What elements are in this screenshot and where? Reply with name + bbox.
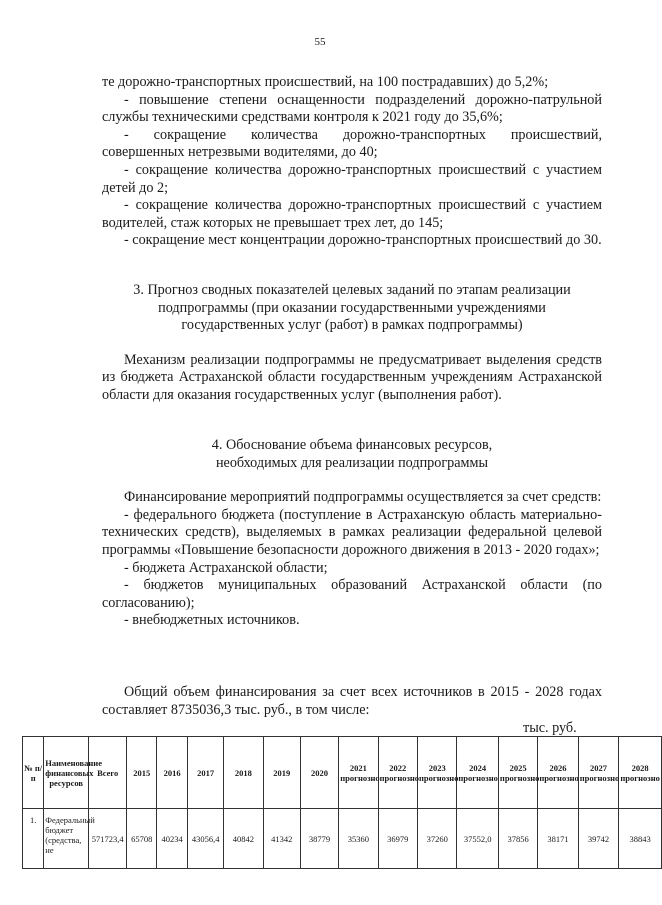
header-cell: 2027 прогнозно (578, 737, 618, 809)
paragraph: - сокращение количества дорожно-транспортных происшествий с участием детей до 2; (102, 161, 602, 196)
header-cell: 2025 прогнозно (498, 737, 537, 809)
section-4-intro: Финансирование мероприятий подпрограммы осуществляется за счет средств: (124, 489, 602, 506)
section-4-heading-line1: 4. Обоснование объема финансовых ресурсов, (211, 437, 493, 453)
paragraph: - сокращение количества дорожно-транспортных происшествий с участием водителей, стаж которых не превышает трех лет, до 145; (102, 197, 602, 231)
table-cell: 37260 (418, 809, 457, 869)
table-cell: 37552,0 (457, 809, 499, 869)
paragraph: - сокращение количества дорожно-транспортных происшествий, совершенных нетрезвыми водителями, до 40; (102, 126, 602, 161)
paragraph: - сокращение мест концентрации дорожно-транспортных происшествий до 30. (124, 232, 602, 249)
table-cell: 35360 (339, 809, 378, 869)
header-cell: 2021 прогнозно (339, 737, 378, 809)
table-cell: 37856 (498, 809, 537, 869)
header-cell: 2020 (300, 737, 338, 809)
paragraph: - повышение степени оснащенности подразделений дорожно-патрульной службы техническими средствами контроля к 2021 году до 35,6%; (102, 91, 602, 126)
table-cell: 40234 (157, 809, 188, 869)
header-cell: № п/п (23, 737, 44, 809)
header-cell: Наименование финансовых ресурсов (44, 737, 89, 809)
row-number-cell: 1. (23, 809, 44, 869)
units-label: тыс. руб. (523, 720, 577, 736)
header-cell: 2028 прогнозно (619, 737, 662, 809)
body-text-top (102, 74, 602, 250)
header-cell: 2017 (188, 737, 224, 809)
table-cell: 38779 (300, 809, 338, 869)
section-4 (102, 437, 602, 630)
table-cell: 43056,4 (188, 809, 224, 869)
table-cell: 36979 (378, 809, 417, 869)
table-cell: 38843 (619, 809, 662, 869)
page-number: 55 (314, 36, 326, 48)
section-3-text: Механизм реализации подпрограммы не предусматривает выделения средств из бюджета Астраханской области государственным учреждениям Астраханской области для оказания государственных услуг (выполнения работ). (102, 351, 602, 403)
table-cell: 41342 (263, 809, 300, 869)
funding-source: - федерального бюджета (поступление в Астраханскую область материально-технических средств), выделяемых в рамках реализации федеральной целевой программы «Повышение безопасности дорожного движения в 2013 - 2020 годах»; (102, 506, 602, 558)
total-financing-text: Общий объем финансирования за счет всех источников в 2015 - 2028 годах составляет 8735036,3 тыс. руб., в том числе: (102, 684, 602, 718)
header-cell: 2024 прогнозно (457, 737, 499, 809)
section-3 (102, 282, 602, 405)
header-cell: 2015 (127, 737, 157, 809)
funding-source: - внебюджетных источников. (124, 612, 300, 629)
section-3-heading: 3. Прогноз сводных показателей целевых заданий по этапам реализации подпрограммы (при оказании государственными учреждениями государственных услуг (работ) в рамках подпрограммы) (133, 282, 571, 334)
header-cell: 2016 (157, 737, 188, 809)
header-cell: Всего (89, 737, 127, 809)
header-cell: 2023 прогнозно (418, 737, 457, 809)
table-cell: 40842 (224, 809, 263, 869)
funding-source: - бюджета Астраханской области; (124, 559, 328, 576)
header-cell: 2022 прогнозно (378, 737, 417, 809)
paragraph: те дорожно-транспортных происшествий, на 100 пострадавших) до 5,2%; (102, 74, 549, 90)
table-row (23, 809, 662, 869)
table-cell: 39742 (578, 809, 618, 869)
header-cell: 2026 прогнозно (538, 737, 578, 809)
header-cell: 2019 (263, 737, 300, 809)
table-cell: 38171 (538, 809, 578, 869)
section-4-heading-line2: необходимых для реализации подпрограммы (215, 454, 489, 471)
funding-source: - бюджетов муниципальных образований Астраханской области (по согласованию); (102, 577, 602, 611)
financing-table (22, 736, 662, 869)
header-cell: 2018 (224, 737, 263, 809)
table-cell: 65708 (127, 809, 157, 869)
row-name-cell: Федеральный бюджет (средства, не (44, 809, 89, 869)
table-cell: 571723,4 (89, 809, 127, 869)
table-header-row (23, 737, 662, 809)
